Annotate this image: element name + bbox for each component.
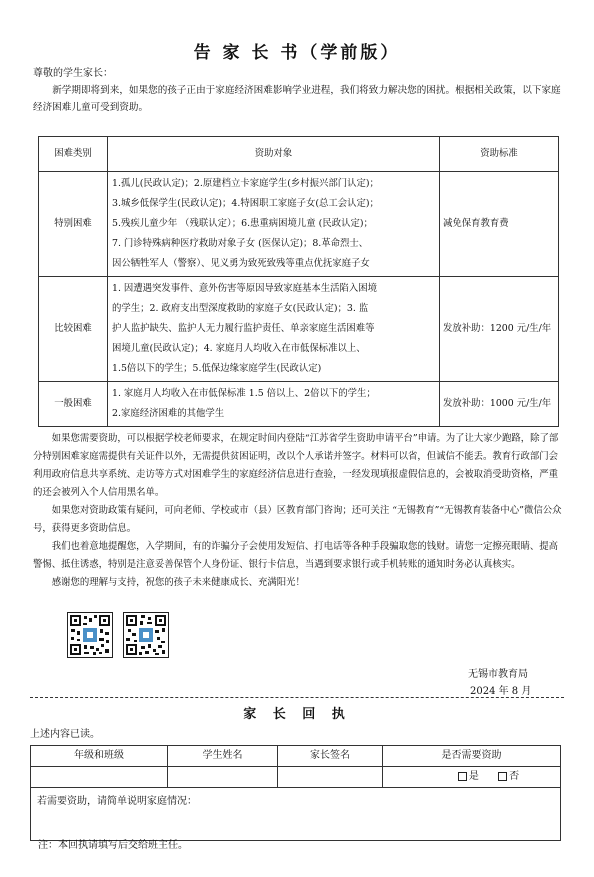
family-situation-field[interactable] bbox=[31, 788, 561, 841]
recipient-line: 的学生；2. 政府支出型深度救助的家庭子女(民政认定)；3. 监 bbox=[112, 303, 369, 314]
need-aid-options bbox=[383, 767, 561, 788]
reply-header-row bbox=[31, 746, 561, 767]
recipient-line: 5.残疾儿童少年 （残联认定）；6.患重病困境儿童 (民政认定)； bbox=[112, 218, 373, 229]
parent-signature-header: 家长签名 bbox=[278, 746, 383, 767]
table-row bbox=[39, 172, 559, 277]
aid-table bbox=[38, 136, 559, 427]
signature-org: 无锡市教育局 bbox=[468, 669, 528, 680]
recipient-line: 1.孤儿(民政认定)；2.原建档立卡家庭学生(乡村振兴部门认定)； bbox=[112, 178, 379, 189]
header-recipients: 资助对象 bbox=[108, 137, 440, 172]
recipient-line: 1.5倍以下的学生；5.低保边缘家庭学生(民政认定) bbox=[112, 363, 322, 374]
recipients-cell bbox=[108, 172, 440, 277]
signature-date: 2024 年 8 月 bbox=[470, 686, 532, 697]
table-row bbox=[39, 277, 559, 382]
parent-signature-field[interactable] bbox=[278, 767, 383, 788]
recipient-line: 3.城乡低保学生(民政认定)；4.特困职工家庭子女(总工会认定)； bbox=[112, 198, 379, 209]
qr-code-icon[interactable] bbox=[123, 612, 169, 658]
closing-paragraph: 感谢您的理解与支持，祝您的孩子未来健康成长、充满阳光！ bbox=[51, 577, 305, 588]
no-checkbox-icon[interactable] bbox=[498, 772, 507, 781]
reply-form-table bbox=[30, 745, 561, 841]
reply-title: 家 长 回 执 bbox=[243, 707, 351, 722]
category-cell: 一般困难 bbox=[39, 382, 108, 427]
recipient-line: 7. 门诊特殊病种医疗救助对象子女 (医保认定)；8.革命烈士、 bbox=[112, 238, 369, 249]
category-cell: 特别困难 bbox=[39, 172, 108, 277]
qr-code-graphic bbox=[68, 613, 112, 657]
header-category: 困难类别 bbox=[39, 137, 108, 172]
recipient-line: 2.家庭经济困难的其他学生 bbox=[112, 408, 225, 419]
standard-cell: 发放补助：1200 元/生/年 bbox=[440, 277, 559, 382]
yes-checkbox-icon[interactable] bbox=[458, 772, 467, 781]
no-option[interactable] bbox=[498, 771, 519, 782]
inquiry-paragraph: 如果您对资助政策有疑问，可向老师、学校或市（县）区教育部门咨询；还可关注 “无锡教育”“无锡教育装备中心”微信公众号，获得更多资助信息。 bbox=[33, 505, 562, 534]
grade-class-field[interactable] bbox=[31, 767, 168, 788]
grade-class-header: 年级和班级 bbox=[31, 746, 168, 767]
recipient-line: 1. 家庭月人均收入在市低保标准 1.5 倍以上、2倍以下的学生； bbox=[112, 388, 376, 399]
recipient-line: 护人监护缺失、监护人无力履行监护责任、单亲家庭生活困难等 bbox=[112, 323, 375, 334]
student-name-field[interactable] bbox=[168, 767, 278, 788]
reply-input-row bbox=[31, 767, 561, 788]
yes-option[interactable] bbox=[458, 771, 482, 782]
table-row bbox=[39, 382, 559, 427]
header-standard: 资助标准 bbox=[440, 137, 559, 172]
intro-paragraph: 新学期即将到来，如果您的孩子正由于家庭经济困难影响学业进程，我们将致力解决您的困扰。根据相关政策，以下家庭经济困难儿童可受到资助。 bbox=[33, 85, 561, 113]
qr-code-icon[interactable] bbox=[67, 612, 113, 658]
recipient-line: 困境儿童(民政认定)；4. 家庭月人均收入在市低保标准以上、 bbox=[112, 343, 366, 354]
student-name-header: 学生姓名 bbox=[168, 746, 278, 767]
recipient-line: 1. 因遭遇突发事件、意外伤害等原因导致家庭基本生活陷入困境 bbox=[112, 283, 378, 294]
page-title: 告 家 长 书（学前版） bbox=[193, 43, 401, 63]
aid-table-header-row bbox=[39, 137, 559, 172]
situation-prompt: 若需要资助，请简单说明家庭情况： bbox=[37, 796, 197, 807]
standard-cell: 减免保育教育费 bbox=[440, 172, 559, 277]
application-paragraph: 如果您需要资助，可以根据学校老师要求，在规定时间内登陆“江苏省学生资助申请平台”申请。为了让大家少跑路，除了部分特别困难家庭需提供有关证件以外，无需提供贫困证明，改以个人承诺并签字。材料可以省，但诚信不能丢。教育行政部门会利用政府信息共享系统、走访等方式对困难学生的家庭经济信息进行查验，一经发现填报虚假信息的，会被取消受助资格，严重的还会被列入个人信用黑名单。 bbox=[33, 433, 559, 498]
read-confirmation: 上述内容已读。 bbox=[30, 729, 100, 740]
notice-body bbox=[33, 430, 563, 592]
no-label: 否 bbox=[509, 771, 520, 782]
qr-code-graphic bbox=[124, 613, 168, 657]
situation-row bbox=[31, 788, 561, 841]
fraud-warning-paragraph: 我们也着意地提醒您，入学期间，有的诈骗分子会使用发短信、打电话等各种手段骗取您的钱财。请您一定擦亮眼睛、提高警惕、抵住诱惑，特别是注意妥善保管个人身份证、银行卡信息，当遇到要求银行或手机转账的通知时务必认真核实。 bbox=[33, 541, 559, 570]
recipients-cell bbox=[108, 277, 440, 382]
footnote: 注：本回执请填写后交给班主任。 bbox=[38, 840, 188, 851]
cut-line-divider bbox=[30, 697, 564, 698]
recipient-line: 因公牺牲军人（警察）、见义勇为致死致残等重点优抚家庭子女 bbox=[112, 258, 370, 269]
category-cell: 比较困难 bbox=[39, 277, 108, 382]
yes-label: 是 bbox=[468, 771, 479, 782]
standard-cell: 发放补助：1000 元/生/年 bbox=[440, 382, 559, 427]
need-aid-header: 是否需要资助 bbox=[383, 746, 561, 767]
recipients-cell bbox=[108, 382, 440, 427]
salutation: 尊敬的学生家长： bbox=[33, 68, 113, 79]
